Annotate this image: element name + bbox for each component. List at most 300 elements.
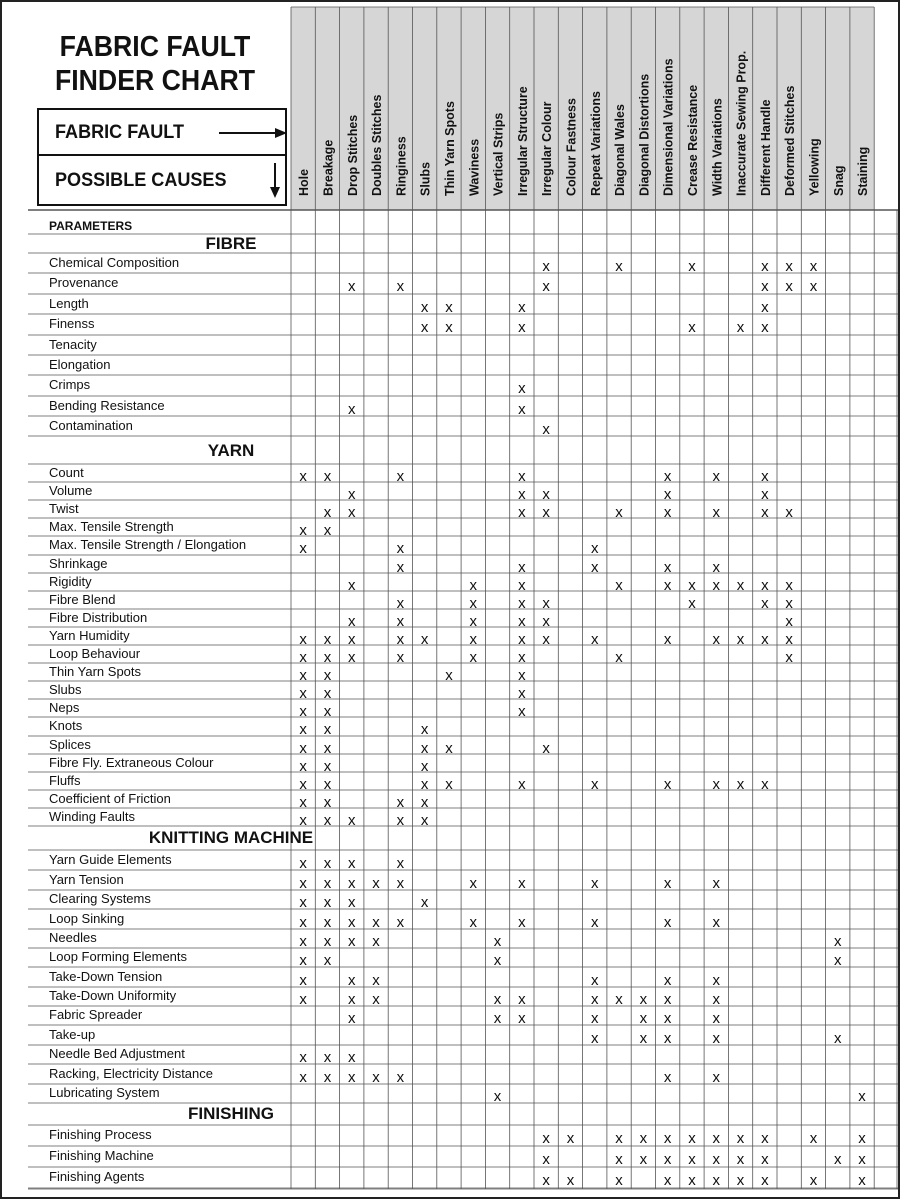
cause-mark: x xyxy=(299,522,307,539)
column-header-vertical-strips: Vertical Strips xyxy=(491,112,506,196)
cause-mark: x xyxy=(663,486,672,503)
cause-mark: x xyxy=(348,894,356,911)
cause-mark: x xyxy=(420,740,429,757)
cause-mark: x xyxy=(785,631,793,648)
cause-mark: x xyxy=(518,1010,526,1027)
cause-mark: x xyxy=(785,278,793,295)
cause-mark: x xyxy=(299,933,307,950)
cause-mark: x xyxy=(323,758,332,775)
cause-mark: x xyxy=(348,1010,356,1027)
cause-mark: x xyxy=(323,1069,332,1086)
cause-mark: x xyxy=(469,595,477,612)
cause-mark: x xyxy=(761,1130,769,1147)
cause-mark: x xyxy=(396,278,405,295)
cause-mark: x xyxy=(372,1069,380,1086)
column-header-thin-yarn-spots: Thin Yarn Spots xyxy=(442,101,457,196)
cause-mark: x xyxy=(785,595,793,612)
cause-mark: x xyxy=(761,278,769,295)
cause-mark: x xyxy=(323,952,332,969)
section-title-fibre: FIBRE xyxy=(205,234,257,253)
cause-mark: x xyxy=(469,914,477,931)
cause-mark: x xyxy=(542,595,550,612)
cause-mark: x xyxy=(420,776,429,793)
row-label: Finishing Agents xyxy=(49,1169,145,1184)
cause-mark: x xyxy=(323,894,332,911)
cause-mark: x xyxy=(834,1030,842,1047)
row-label: Fibre Fly. Extraneous Colour xyxy=(49,755,214,770)
column-header-doubles-stitches: Doubles Stitches xyxy=(370,94,385,196)
row-label: Twist xyxy=(49,501,79,516)
cause-mark: x xyxy=(372,875,380,892)
cause-mark: x xyxy=(299,875,307,892)
cause-mark: x xyxy=(372,914,380,931)
cause-mark: x xyxy=(518,685,526,702)
cause-mark: x xyxy=(323,933,332,950)
row-label: Racking, Electricity Distance xyxy=(49,1066,213,1081)
cause-mark: x xyxy=(615,258,623,275)
row-label: Finishing Process xyxy=(49,1127,152,1142)
cause-mark: x xyxy=(542,504,550,521)
row-label: Shrinkage xyxy=(49,556,108,571)
cause-mark: x xyxy=(542,486,550,503)
cause-mark: x xyxy=(348,972,356,989)
cause-mark: x xyxy=(663,1130,672,1147)
cause-mark: x xyxy=(639,1010,648,1027)
column-header-different-handle: Different Handle xyxy=(758,99,773,196)
cause-mark: x xyxy=(542,1172,550,1189)
row-label: Needles xyxy=(49,930,97,945)
cause-mark: x xyxy=(323,631,332,648)
cause-mark: x xyxy=(518,319,526,336)
cause-mark: x xyxy=(712,631,720,648)
cause-mark: x xyxy=(518,875,526,892)
cause-mark: x xyxy=(639,1030,648,1047)
cause-mark: x xyxy=(712,468,720,485)
cause-mark: x xyxy=(518,914,526,931)
row-label: Max. Tensile Strength xyxy=(49,519,174,534)
cause-mark: x xyxy=(566,1130,575,1147)
cause-mark: x xyxy=(809,1130,818,1147)
title-line-2: FINDER CHART xyxy=(54,65,256,97)
row-label: Clearing Systems xyxy=(49,891,151,906)
cause-mark: x xyxy=(299,914,307,931)
cause-mark: x xyxy=(348,401,356,418)
cause-mark: x xyxy=(299,721,307,738)
cause-mark: x xyxy=(518,559,526,576)
cause-mark: x xyxy=(712,875,720,892)
cause-mark: x xyxy=(299,776,307,793)
cause-mark: x xyxy=(736,1172,745,1189)
cause-mark: x xyxy=(420,758,429,775)
cause-mark: x xyxy=(591,776,599,793)
cause-mark: x xyxy=(299,1069,307,1086)
cause-mark: x xyxy=(396,468,405,485)
cause-mark: x xyxy=(663,631,672,648)
cause-mark: x xyxy=(469,613,477,630)
cause-mark: x xyxy=(615,1130,623,1147)
row-label: Count xyxy=(49,465,84,480)
column-header-deformed-stitches: Deformed Stitches xyxy=(783,85,798,196)
cause-mark: x xyxy=(542,1130,550,1147)
row-label: Take-Down Uniformity xyxy=(49,988,177,1003)
cause-mark: x xyxy=(396,855,405,872)
cause-mark: x xyxy=(518,703,526,720)
cause-mark: x xyxy=(712,1151,720,1168)
cause-mark: x xyxy=(445,776,453,793)
cause-mark: x xyxy=(323,875,332,892)
cause-mark: x xyxy=(518,468,526,485)
cause-mark: x xyxy=(785,258,793,275)
row-label: Thin Yarn Spots xyxy=(49,664,142,679)
cause-mark: x xyxy=(761,486,769,503)
cause-mark: x xyxy=(809,278,818,295)
section-title-yarn: YARN xyxy=(207,441,255,460)
cause-mark: x xyxy=(420,631,429,648)
cause-mark: x xyxy=(809,1172,818,1189)
row-label: Fibre Distribution xyxy=(49,610,148,625)
cause-mark: x xyxy=(688,1130,696,1147)
cause-mark: x xyxy=(785,504,793,521)
row-label: Contamination xyxy=(49,418,133,433)
cause-mark: x xyxy=(299,631,307,648)
cause-mark: x xyxy=(299,703,307,720)
cause-mark: x xyxy=(518,991,526,1008)
cause-mark: x xyxy=(736,577,745,594)
cause-mark: x xyxy=(712,1130,720,1147)
row-label: Fluffs xyxy=(49,773,81,788)
cause-mark: x xyxy=(761,776,769,793)
cause-mark: x xyxy=(761,299,769,316)
cause-mark: x xyxy=(323,468,332,485)
cause-mark: x xyxy=(372,933,380,950)
row-label: Take-Down Tension xyxy=(49,969,163,984)
cause-mark: x xyxy=(591,631,599,648)
cause-mark: x xyxy=(299,794,307,811)
cause-mark: x xyxy=(591,1010,599,1027)
cause-mark: x xyxy=(663,1069,672,1086)
cause-mark: x xyxy=(420,894,429,911)
column-header-colour-fastness: Colour Fastness xyxy=(564,98,579,196)
cause-mark: x xyxy=(712,991,720,1008)
cause-mark: x xyxy=(420,299,429,316)
cause-mark: x xyxy=(469,577,477,594)
cause-mark: x xyxy=(348,649,356,666)
row-label: Coefficient of Friction xyxy=(49,791,171,806)
cause-mark: x xyxy=(712,577,720,594)
cause-mark: x xyxy=(663,972,672,989)
cause-mark: x xyxy=(518,649,526,666)
row-label: Splices xyxy=(49,737,91,752)
cause-mark: x xyxy=(299,855,307,872)
cause-mark: x xyxy=(518,776,526,793)
row-label: Rigidity xyxy=(49,574,92,589)
cause-mark: x xyxy=(518,577,526,594)
cause-mark: x xyxy=(542,631,550,648)
cause-mark: x xyxy=(299,468,307,485)
cause-mark: x xyxy=(348,1069,356,1086)
cause-mark: x xyxy=(663,1172,672,1189)
column-header-slubs: Slubs xyxy=(418,161,433,196)
cause-mark: x xyxy=(663,468,672,485)
cause-mark: x xyxy=(299,740,307,757)
column-header-waviness: Waviness xyxy=(467,138,482,196)
cause-mark: x xyxy=(615,649,623,666)
cause-mark: x xyxy=(615,577,623,594)
row-label: Loop Forming Elements xyxy=(49,949,188,964)
row-label: Finenss xyxy=(49,316,95,331)
cause-mark: x xyxy=(396,559,405,576)
cause-mark: x xyxy=(323,667,332,684)
cause-mark: x xyxy=(639,1151,648,1168)
cause-mark: x xyxy=(348,1049,356,1066)
cause-mark: x xyxy=(396,595,405,612)
cause-mark: x xyxy=(323,649,332,666)
cause-mark: x xyxy=(493,952,502,969)
cause-mark: x xyxy=(348,504,356,521)
cause-mark: x xyxy=(493,1010,502,1027)
cause-mark: x xyxy=(761,595,769,612)
cause-mark: x xyxy=(299,812,307,829)
cause-mark: x xyxy=(299,1049,307,1066)
cause-mark: x xyxy=(518,595,526,612)
cause-mark: x xyxy=(761,1151,769,1168)
column-header-drop-stitches: Drop Stitches xyxy=(345,114,360,196)
cause-mark: x xyxy=(858,1172,866,1189)
row-label: Lubricating System xyxy=(49,1085,160,1100)
cause-mark: x xyxy=(348,812,356,829)
cause-mark: x xyxy=(445,667,453,684)
row-label: Knots xyxy=(49,718,83,733)
column-header-crease-resistance: Crease Resistance xyxy=(685,84,700,196)
cause-mark: x xyxy=(736,319,745,336)
cause-mark: x xyxy=(396,794,405,811)
cause-mark: x xyxy=(591,972,599,989)
column-header-yellowing: Yellowing xyxy=(807,138,822,196)
cause-mark: x xyxy=(493,1088,502,1105)
cause-mark: x xyxy=(493,991,502,1008)
cause-mark: x xyxy=(615,991,623,1008)
cause-mark: x xyxy=(858,1130,866,1147)
cause-mark: x xyxy=(663,1151,672,1168)
cause-mark: x xyxy=(348,278,356,295)
row-label: Neps xyxy=(49,700,80,715)
cause-mark: x xyxy=(323,855,332,872)
cause-mark: x xyxy=(518,613,526,630)
row-label: Needle Bed Adjustment xyxy=(49,1046,185,1061)
cause-mark: x xyxy=(323,1049,332,1066)
cause-mark: x xyxy=(420,794,429,811)
column-header-dimensional-variations: Dimensional Variations xyxy=(661,58,676,196)
row-label: Tenacity xyxy=(49,337,97,352)
cause-mark: x xyxy=(299,894,307,911)
cause-mark: x xyxy=(348,933,356,950)
cause-mark: x xyxy=(834,952,842,969)
column-header-hole: Hole xyxy=(297,168,312,196)
cause-mark: x xyxy=(323,740,332,757)
cause-mark: x xyxy=(348,875,356,892)
cause-mark: x xyxy=(396,1069,405,1086)
row-label: Take-up xyxy=(49,1027,96,1042)
cause-mark: x xyxy=(518,380,526,397)
cause-mark: x xyxy=(785,649,793,666)
cause-mark: x xyxy=(688,1172,696,1189)
section-title-finishing: FINISHING xyxy=(188,1104,274,1123)
cause-mark: x xyxy=(785,613,793,630)
cause-mark: x xyxy=(542,1151,550,1168)
row-label: Chemical Composition xyxy=(49,255,180,270)
cause-mark: x xyxy=(712,504,720,521)
cause-mark: x xyxy=(420,721,429,738)
cause-mark: x xyxy=(396,649,405,666)
column-header-diagonal-distortions: Diagonal Distortions xyxy=(637,73,652,196)
cause-mark: x xyxy=(712,776,720,793)
cause-mark: x xyxy=(323,812,332,829)
cause-mark: x xyxy=(542,740,550,757)
section-title-knitting-machine: KNITTING MACHINE xyxy=(148,828,314,847)
cause-mark: x xyxy=(591,1030,599,1047)
row-label: Yarn Guide Elements xyxy=(49,852,172,867)
cause-mark: x xyxy=(858,1151,866,1168)
cause-mark: x xyxy=(712,972,720,989)
cause-mark: x xyxy=(518,299,526,316)
column-header-repeat-variations: Repeat Variations xyxy=(588,91,603,196)
cause-mark: x xyxy=(663,559,672,576)
cause-mark: x xyxy=(348,577,356,594)
cause-mark: x xyxy=(712,1010,720,1027)
cause-mark: x xyxy=(736,1151,745,1168)
row-label: Fibre Blend xyxy=(49,592,116,607)
cause-mark: x xyxy=(299,972,307,989)
cause-mark: x xyxy=(493,933,502,950)
cause-mark: x xyxy=(663,914,672,931)
cause-mark: x xyxy=(542,421,550,438)
cause-mark: x xyxy=(591,991,599,1008)
cause-mark: x xyxy=(761,258,769,275)
row-label: Max. Tensile Strength / Elongation xyxy=(49,537,247,552)
cause-mark: x xyxy=(615,1151,623,1168)
cause-mark: x xyxy=(688,1151,696,1168)
row-label: Loop Sinking xyxy=(49,911,125,926)
cause-mark: x xyxy=(809,258,818,275)
legend-fabric-fault-label: FABRIC FAULT xyxy=(55,122,185,143)
cause-mark: x xyxy=(323,522,332,539)
row-label: Slubs xyxy=(49,682,82,697)
cause-mark: x xyxy=(445,740,453,757)
cause-mark: x xyxy=(348,613,356,630)
column-header-inaccurate-sewing-prop: Inaccurate Sewing Prop. xyxy=(734,50,749,196)
cause-mark: x xyxy=(469,875,477,892)
cause-mark: x xyxy=(591,914,599,931)
cause-mark: x xyxy=(396,875,405,892)
cause-mark: x xyxy=(834,1151,842,1168)
cause-mark: x xyxy=(469,649,477,666)
cause-mark: x xyxy=(736,1130,745,1147)
cause-mark: x xyxy=(323,703,332,720)
cause-mark: x xyxy=(396,812,405,829)
cause-mark: x xyxy=(420,319,429,336)
cause-mark: x xyxy=(518,504,526,521)
parameters-label: PARAMETERS xyxy=(49,219,133,233)
column-header-irregular-structure: Irregular Structure xyxy=(515,86,530,196)
cause-mark: x xyxy=(348,631,356,648)
cause-mark: x xyxy=(323,914,332,931)
row-label: Provenance xyxy=(49,275,119,290)
row-label: Finishing Machine xyxy=(49,1148,154,1163)
cause-mark: x xyxy=(712,1069,720,1086)
column-header-width-variations: Width Variations xyxy=(710,98,725,196)
cause-mark: x xyxy=(396,631,405,648)
cause-mark: x xyxy=(736,631,745,648)
column-header-staining: Staining xyxy=(856,146,871,196)
cause-mark: x xyxy=(299,649,307,666)
cause-mark: x xyxy=(542,613,550,630)
cause-mark: x xyxy=(348,855,356,872)
row-label: Bending Resistance xyxy=(49,398,165,413)
cause-mark: x xyxy=(688,319,696,336)
cause-mark: x xyxy=(712,1172,720,1189)
column-header-irregular-colour: Irregular Colour xyxy=(540,101,555,196)
cause-mark: x xyxy=(323,504,332,521)
cause-mark: x xyxy=(591,875,599,892)
cause-mark: x xyxy=(518,631,526,648)
cause-mark: x xyxy=(688,577,696,594)
cause-mark: x xyxy=(591,540,599,557)
row-label: Fabric Spreader xyxy=(49,1007,143,1022)
cause-mark: x xyxy=(761,504,769,521)
cause-mark: x xyxy=(639,991,648,1008)
row-label: Crimps xyxy=(49,377,91,392)
cause-mark: x xyxy=(372,991,380,1008)
cause-mark: x xyxy=(348,914,356,931)
title-line-1: FABRIC FAULT xyxy=(59,31,251,63)
cause-mark: x xyxy=(299,991,307,1008)
legend-possible-causes-label: POSSIBLE CAUSES xyxy=(55,170,227,191)
cause-mark: x xyxy=(348,486,356,503)
cause-mark: x xyxy=(761,319,769,336)
cause-mark: x xyxy=(469,631,477,648)
cause-mark: x xyxy=(663,776,672,793)
cause-mark: x xyxy=(299,952,307,969)
cause-mark: x xyxy=(663,577,672,594)
column-header-ringiness: Ringiness xyxy=(394,136,409,196)
cause-mark: x xyxy=(348,991,356,1008)
cause-mark: x xyxy=(615,504,623,521)
cause-mark: x xyxy=(834,933,842,950)
cause-mark: x xyxy=(396,914,405,931)
cause-mark: x xyxy=(299,758,307,775)
cause-mark: x xyxy=(299,685,307,702)
cause-mark: x xyxy=(858,1088,866,1105)
cause-mark: x xyxy=(396,540,405,557)
cause-mark: x xyxy=(663,504,672,521)
cause-mark: x xyxy=(299,540,307,557)
cause-mark: x xyxy=(663,875,672,892)
cause-mark: x xyxy=(396,613,405,630)
cause-mark: x xyxy=(542,258,550,275)
cause-mark: x xyxy=(566,1172,575,1189)
row-label: Volume xyxy=(49,483,93,498)
cause-mark: x xyxy=(761,468,769,485)
row-label: Yarn Humidity xyxy=(49,628,130,643)
cause-mark: x xyxy=(299,667,307,684)
column-header-breakage: Breakage xyxy=(321,139,336,196)
row-label: Loop Behaviour xyxy=(49,646,141,661)
cause-mark: x xyxy=(663,991,672,1008)
cause-mark: x xyxy=(323,776,332,793)
cause-mark: x xyxy=(639,1130,648,1147)
cause-mark: x xyxy=(785,577,793,594)
row-label: Winding Faults xyxy=(49,809,135,824)
